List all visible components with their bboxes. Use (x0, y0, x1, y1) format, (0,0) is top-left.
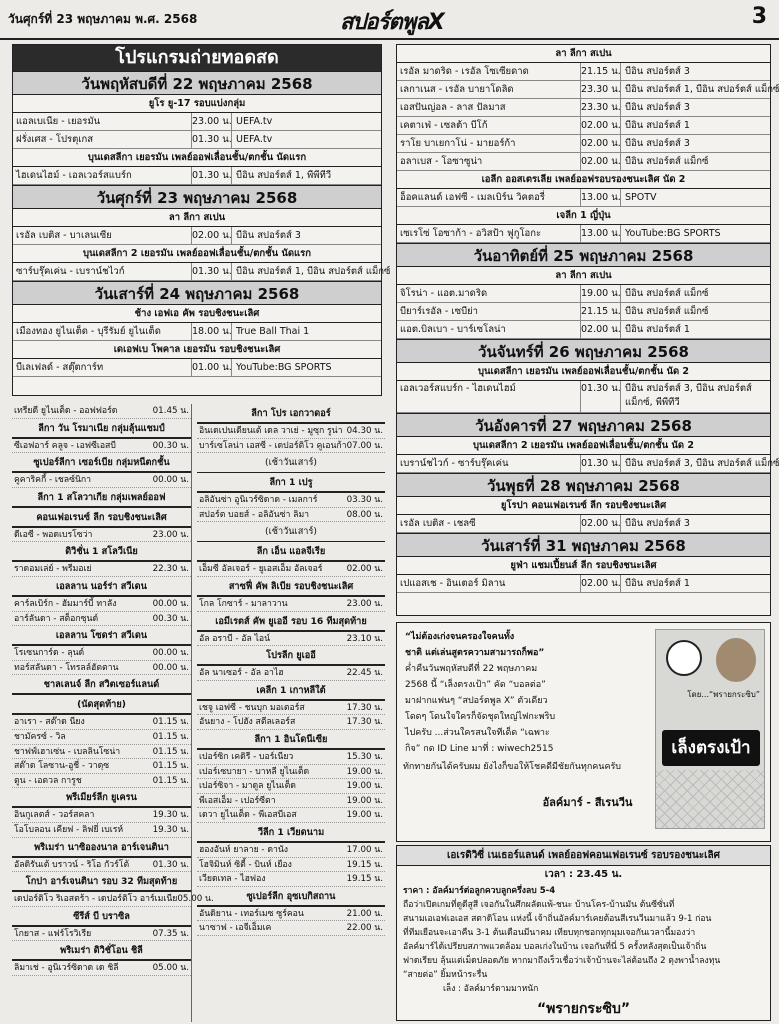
fixture-match: อันดิยาน - เทอร์เมซ ซูร์คอน (199, 908, 304, 919)
league-heading: พริเมร่า นาซิอองนาล อาร์เจนตินา (12, 838, 191, 858)
fixture-match: เมืองทอง ยูไนเต็ด - บุรีรัมย์ ยูไนเต็ด (16, 326, 161, 337)
league-heading: ยูฟ่า แชมเปี้ยนส์ ลีก รอบชิงชนะเลิศ (397, 557, 770, 575)
fixture-row (197, 765, 385, 780)
fixture-row (12, 597, 191, 612)
fixture-match: อันยาง - โปฮัง สตีลเลอร์ส (199, 717, 296, 728)
fixture-match: เปอร์ซิก เคดิรี - บอร์เนียว (199, 751, 294, 762)
day-heading: วันศุกร์ที่ 23 พฤษภาคม 2568 (13, 185, 381, 209)
fixture-match: จิโรน่า - แอต.มาดริด (400, 288, 488, 299)
league-heading: ลีก เอ็น แอลจีเรีย (197, 542, 385, 562)
fixture-match: เชจู เอฟซี - ชนบุก มอเตอร์ส (199, 702, 305, 713)
league-heading: (นัดสุดท้าย) (12, 695, 191, 715)
fixture-channel: UEFA.tv (231, 131, 381, 148)
fixture-row (12, 961, 191, 976)
fixture-row (397, 63, 770, 81)
fixture-row (197, 666, 385, 681)
fixture-match: โอโบลอน เคียฟ - ลิฟยี่ เบเรห์ (14, 824, 124, 835)
fixture-row (397, 135, 770, 153)
fixture-row (397, 303, 770, 321)
fixture-match: โกยาส - แฟร์โรวิเรีย (14, 928, 92, 939)
ad-line: โดดๆ โดนใจใครก็จัดชุดใหญ่ไฟกะพริบ (405, 712, 556, 722)
tipster-photo (716, 638, 756, 682)
fixture-match: เคตาเฟ่ - เซลต้า บีโก้ (400, 120, 488, 131)
fixture-row (12, 927, 191, 942)
day-heading: วันเสาร์ที่ 31 พฤษภาคม 2568 (397, 533, 770, 557)
fixture-match: อัล นาเซอร์ - อัล อาไฮ (199, 668, 284, 679)
fixture-row (397, 99, 770, 117)
fixture-time: 23.30 น. (580, 99, 620, 116)
league-heading: ลา ลีกา สเปน (397, 45, 770, 63)
fixture-channel: บีอิน สปอร์ตส์ แม็กซ์ (620, 153, 770, 170)
fixture-time: 00.00 น. (152, 662, 189, 673)
fixture-row (197, 779, 385, 794)
fixture-match: โกล โกซาร์ - มาลาวาน (199, 598, 288, 609)
fixture-time: 23.10 น. (346, 633, 383, 644)
fixture-time: 01.15 น. (152, 746, 189, 757)
league-heading: เอลลาน นอร์ร่า สวีเดน (12, 577, 191, 597)
fixture-time: 19.30 น. (152, 810, 189, 821)
fixture-time: 07.00 น. (346, 440, 383, 451)
fixture-match: อัล อราบี - อัล ไอน์ (199, 633, 271, 644)
league-heading: ชาลเลนจ์ ลีก สวิตเซอร์แลนด์ (12, 675, 191, 695)
fixture-time: 00.00 น. (152, 598, 189, 609)
fixture-time: 05.00 น. (152, 963, 189, 974)
fixture-row (12, 439, 191, 454)
league-heading: (เช้าวันเสาร์) (197, 453, 385, 473)
fixture-time: 01.45 น. (152, 406, 189, 416)
fixture-time: 02.00 น. (580, 117, 620, 134)
fixture-row (12, 759, 191, 774)
fixture-match: เรอัล เบติส - บาเลนเซีย (16, 230, 112, 241)
fixture-time: 01.30 น. (191, 131, 231, 148)
preview-line: สนามเอเอฟเอเอส สตาดิโอน แห่งนี้ เจ้าถิ่นอัลค์มาร์เคยต้อนสีเรนวีนมาแล้ว 9-1 ก่อน (403, 914, 712, 924)
fixture-time: 21.15 น. (580, 63, 620, 80)
fixture-match: ซาร์บรุ๊คเค่น - เบราน์ชไวก์ (16, 266, 125, 277)
fixture-time: 00.00 น. (152, 648, 189, 659)
league-heading: ลา ลีกา สเปน (13, 209, 381, 227)
fixture-time: 01.00 น. (191, 359, 231, 376)
fixture-match: เปอร์เซบายา - บาหลี ยูไนเต็ด (199, 766, 310, 777)
league-heading: ลีกา 1 สโลวาเกีย กลุ่มเพลย์ออฟ (12, 488, 191, 508)
league-heading: บุนเดสลีกา 2 เยอรมัน เพลย์ออฟเลื่อนชั้น/ตกชั้น นัด 2 (397, 437, 770, 455)
football-icon (666, 640, 702, 676)
fixture-match: เอสปันญ่อล - ลาส ปัลมาส (400, 102, 506, 113)
fixture-match: เบราน์ชไวก์ - ซาร์บรุ๊คเค่น (400, 458, 509, 469)
fixture-match: ทอร์สลันดา - โทรลล์ฮัตตาน (14, 662, 119, 673)
fixture-row (12, 745, 191, 760)
fixture-time: 13.00 น. (580, 225, 620, 242)
league-heading: โกปา อาร์เจนตินา รอบ 32 ทีมสุดท้าย (12, 872, 191, 892)
fixture-time: 22.45 น. (346, 668, 383, 679)
league-heading: ลีกา 1 เปรู (197, 473, 385, 493)
fixture-row (397, 321, 770, 339)
program-title: โปรแกรมถ่ายทอดสด (13, 45, 381, 71)
fixture-channel: บีอิน สปอร์ตส์ 1 (620, 575, 770, 592)
fixture-match: เวียดเทล - ไฮฟอง (199, 874, 266, 885)
league-heading: พรีเมียร์ลีก ยูเครน (12, 788, 191, 808)
fixture-match: เรอัล มาดริด - เรอัล โซเซียดาด (400, 66, 529, 77)
fixture-row (12, 562, 191, 577)
fixture-time: 02.00 น. (580, 135, 620, 152)
fixture-match: ไฮเดนไฮม์ - เอลเวอร์สแบร์ก (16, 170, 132, 181)
fixture-match: บียาร์เรอัล - เซบีย่า (400, 306, 479, 317)
fixture-match: ซีเอฟอาร์ คลูจ - เอฟซีเอสบี (14, 440, 116, 451)
fixture-match: เลกาเนส - เรอัล บายาโดลิด (400, 84, 514, 95)
fixture-time: 19.15 น. (346, 874, 383, 885)
fixture-time: 04.30 น. (346, 426, 383, 436)
preview-pick: เล็ง : อัลค์มาร์ตามมาหนัก (443, 984, 539, 994)
fixture-row (13, 113, 381, 131)
fixture-match: อินเดเปนเดียนเต้ เดล วาเย่ - มูซุก รูน่า (199, 426, 343, 436)
fixture-time: 15.30 น. (346, 751, 383, 762)
broadcast-program-left (12, 44, 391, 396)
fixture-row (397, 575, 770, 593)
fixture-time: 03.30 น. (346, 495, 383, 506)
fixture-time: 21.15 น. (580, 303, 620, 320)
fixture-match: โรเซนการ์ด - ลุนด์ (14, 648, 85, 659)
league-heading: เอลีก ออสเตรเลีย เพลย์ออฟรอบรองชนะเลิศ นัด 2 (397, 171, 770, 189)
fixture-match: พีเอสเอ็ม - เปอร์ซีตา (199, 795, 276, 806)
league-heading: วีลีก 1 เวียดนาม (197, 823, 385, 843)
fixture-channel: บีอิน สปอร์ตส์ 3 (620, 63, 770, 80)
ad-line-tail-2: อัลค์มาร์ - สีเรนวีน (542, 796, 633, 809)
fixture-match: เปอร์ซิจา - มาดูล ยูไนเต็ด (199, 781, 296, 792)
fixture-row (397, 225, 770, 243)
ad-line: 2568 นี้ “เล็งตรงเป้า” คัด “บอลต่อ” (405, 680, 546, 690)
preview-line: ที่ทีมเยือนจะเอาคืน 3-1 ต้นเดือนมีนาคม เทียบทุกชอกทุกมุมเจอกันเวลานี้มองว่า (403, 928, 696, 938)
league-heading: ซูเปอร์ลีกา เซอร์เบีย กลุ่มหนีตกชั้น (12, 453, 191, 473)
fixture-row (12, 808, 191, 823)
fixture-match: ดีเอซี - พอดเบรโซว่า (14, 529, 93, 540)
league-heading: (เช้าวันเสาร์) (197, 522, 385, 542)
fixture-match: ลิมาเช่ - อูนิเวร์ซิดาด เด ชิลี (14, 963, 119, 974)
league-heading: บุนเดสลีกา เยอรมัน เพลย์ออฟเลื่อนชั้น/ตกชั้น นัดแรก (13, 149, 381, 167)
league-heading: ลีกา โปร เอกวาดอร์ (197, 404, 385, 424)
fixture-time: 02.00 น. (580, 515, 620, 532)
fixture-row (12, 892, 214, 907)
fixture-match: เดวา ยูไนเต็ด - พีเอสบีเอส (199, 810, 297, 821)
fixture-channel: UEFA.tv (231, 113, 381, 130)
league-heading: ลา ลีกา สเปน (397, 267, 770, 285)
league-heading: สาซฟี่ คัพ ลิเบีย รอบชิงชนะเลิศ (197, 577, 385, 597)
fixture-match: คูคาริคกี้ - เชลซ์นิกา (14, 475, 92, 486)
fixture-row (197, 858, 385, 873)
fixture-time: 22.00 น. (346, 923, 383, 934)
ad-line: “ไม่ต้องเก่งจนครองใจคนทั้ง (405, 632, 515, 642)
fixture-channel: บีอิน สปอร์ตส์ 1, บีอิน สปอร์ตส์ แม็กซ์ (231, 263, 381, 280)
fixture-row (197, 794, 385, 809)
league-heading: ช้าง เอฟเอ คัพ รอบชิงชนะเลิศ (13, 305, 381, 323)
preview-line: “สายต่อ” ยิ้มหน้าระรื่น (403, 970, 488, 980)
fixture-time: 02.00 น. (580, 153, 620, 170)
fixture-row (197, 872, 385, 887)
fixture-row (397, 81, 779, 99)
fixture-channel: บีอิน สปอร์ตส์ 3 (620, 99, 770, 116)
fixture-time: 01.30 น. (580, 455, 620, 472)
fixture-time: 23.00 น. (152, 529, 189, 540)
ad-text (405, 629, 645, 757)
league-heading: เดเอฟเบ โพคาล เยอรมัน รอบชิงชนะเลิศ (13, 341, 381, 359)
fixture-row (197, 562, 385, 577)
fixture-time: 19.15 น. (346, 859, 383, 870)
fixture-time: 01.15 น. (152, 731, 189, 742)
preview-title: เอเรดิวิซี่ เนเธอร์แลนด์ เพลย์ออฟคอนเฟอเรนซ์ รอบรองชนะเลิศ (397, 846, 770, 866)
fixture-time: 19.00 น. (346, 781, 383, 792)
league-heading: ยูโร ยู-17 รอบแบ่งกลุ่ม (13, 95, 381, 113)
ad-line: ค่ำคืนวันพฤหัสบดีที่ 22 พฤษภาคม (405, 664, 538, 674)
fixture-row (197, 808, 385, 823)
fixture-time: 18.00 น. (191, 323, 231, 340)
fixture-row (13, 263, 391, 281)
fixture-time: 01.30 น. (580, 381, 620, 412)
fixture-channel: บีอิน สปอร์ตส์ 3 (620, 135, 770, 152)
fixture-channel: บีอิน สปอร์ตส์ 3, บีอิน สปอร์ตส์ แม็กซ์ (620, 455, 770, 472)
fixture-match: อ็อคแลนด์ เอฟซี - เมลเบิร์น วิคตอรี่ (400, 192, 545, 203)
fixture-row (197, 597, 385, 612)
preview-line: ถือว่าเปิดเกมที่ดูดีสูสี เจอกันในศึกผลัดแพ้-ชนะ บ้านโคร-บ้านมัน ต้นซีซั่นที่ (403, 900, 675, 910)
fixture-row (197, 750, 385, 765)
league-heading: ซีรีส์ บี บราซิล (12, 907, 191, 927)
fixture-match: แอต.บิลเบา - บาร์เซโลน่า (400, 324, 506, 335)
fixture-time: 02.00 น. (580, 321, 620, 338)
fixture-row (197, 843, 385, 858)
fixture-match: อัลดิรันเต้ บราวน์ - ริโอ กัวร์โต้ (14, 859, 130, 870)
fixture-channel: บีอิน สปอร์ตส์ 3 (620, 515, 770, 532)
fixture-row (13, 359, 381, 377)
fixture-time: 23.00 น. (191, 113, 231, 130)
fixture-match: ราโย บาเยกาโน่ - มายอร์ก้า (400, 138, 516, 149)
header-logo: สปอร์ตพูลX (340, 10, 444, 35)
fixture-match: ชาฟฟ์เฮาเซ่น - เบลลินโซน่า (14, 746, 121, 757)
day-heading: วันพุธที่ 28 พฤษภาคม 2568 (397, 473, 770, 497)
fixture-time: 01.30 น. (191, 167, 231, 184)
fixture-list-column-1 (12, 404, 214, 1022)
league-heading: ลีกา วัน โรมาเนีย กลุ่มลุ้นแชมป์ (12, 419, 191, 439)
fixture-row (197, 632, 385, 647)
fixture-row (197, 439, 385, 454)
fixture-row (12, 473, 191, 488)
league-heading: เอมีเรตส์ คัพ ยูเออี รอบ 16 ทีมสุดท้าย (197, 612, 385, 632)
fixture-channel: True Ball Thai 1 (231, 323, 381, 340)
league-heading: คอนเฟอเรนซ์ ลีก รอบชิงชนะเลิศ (12, 508, 191, 528)
fixture-row (397, 153, 770, 171)
fixture-time: 00.00 น. (152, 475, 189, 486)
fixture-time: 19.00 น. (580, 285, 620, 302)
fixture-match: บาร์เซโลน่า เอสซี - เดปอร์ติโว คูเอนก้า (199, 440, 347, 451)
ad-byline: โดย...“พรายกระซิบ” (687, 690, 760, 699)
fixture-channel: SPOTV (620, 189, 770, 206)
fixture-row (197, 424, 385, 439)
fixture-row (12, 404, 191, 419)
fixture-time: 23.30 น. (580, 81, 620, 98)
page-header (0, 0, 779, 40)
league-heading: บุนเดสลีกา เยอรมัน เพลย์ออฟเลื่อนชั้น/ตกชั้น นัด 2 (397, 363, 770, 381)
fixture-channel: บีอิน สปอร์ตส์ แม็กซ์ (620, 303, 770, 320)
fixture-match: เซเรโซ่ โอซาก้า - อวิสป้า ฟูกูโอกะ (400, 228, 542, 239)
fixture-row (197, 701, 385, 716)
fixture-row (397, 285, 770, 303)
league-heading: เอลลาน โซดร่า สวีเดน (12, 626, 191, 646)
header-date: วันศุกร์ที่ 23 พฤษภาคม พ.ศ. 2568 (8, 12, 198, 26)
fixture-match: โฮจิมินห์ ซิตี้ - บินห์ เยือง (199, 859, 292, 870)
fixture-row (12, 774, 191, 789)
fixture-match: สต๊าด โลซาน-อูชี่ - วาดุซ (14, 761, 110, 772)
fixture-match: เอลเวอร์สแบร์ก - ไฮเดนไฮม์ (400, 383, 516, 394)
fixture-row (12, 730, 191, 745)
page-number: 3 (751, 4, 767, 29)
league-heading: ยูโรปา คอนเฟอเรนซ์ ลีก รอบชิงชนะเลิศ (397, 497, 770, 515)
fixture-match: อลิอันซ่า อูนิเวร์ซิดาด - เมลการ์ (199, 495, 318, 506)
fixture-match: เทรียดี ยูไนเต็ด - ออฟฟอร์ด (14, 406, 118, 416)
fixture-row (197, 493, 385, 508)
fixture-match: เดปอร์ติโว ริเอสตร้า - เดปอร์ติโว อาร์เมเนีย (14, 894, 178, 905)
fixture-time: 19.00 น. (346, 810, 383, 821)
fixture-time: 00.30 น. (152, 613, 189, 624)
preview-author: “พรายกระซิบ” (536, 1001, 631, 1017)
fixture-match: อลาเบส - โอซาซูน่า (400, 156, 483, 167)
fixture-time: 19.30 น. (152, 824, 189, 835)
fixture-match: เอ็มซี อัลเจอร์ - ยูเอสเอ็ม อัลเจอร์ (199, 564, 323, 575)
fixture-row (197, 508, 385, 523)
fixture-match: อาร์ลันดา - สต็อกซุนด์ (14, 613, 99, 624)
ad-brand-logo: เล็งตรงเป้า (662, 730, 760, 766)
fixture-channel: บีอิน สปอร์ตส์ 1, บีอิน สปอร์ตส์ แม็กซ์ (620, 81, 770, 98)
fixture-row (397, 515, 770, 533)
preview-line: ฟาดเรียบ ลุ้นแต่เม็ดปลอดภัย หากมาถึงเร็วเชื่อว่าเจ้าบ้านจะไล่ต้อนถึง 2 ตุงพาน้ำลงทุน (403, 956, 721, 966)
league-heading: โปรลีก ยูเออี (197, 646, 385, 666)
league-heading: พริเมร่า ดิวิชั่โอน ชิลี (12, 941, 191, 961)
ad-line: ไปครับ ...ส่วนใครสนใจทีเด็ด “เฉพาะ (405, 728, 550, 738)
fixture-time: 22.30 น. (152, 564, 189, 575)
fixture-time: 01.15 น. (152, 761, 189, 772)
fixture-channel: YouTube:BG SPORTS (620, 225, 770, 242)
fixture-time: 17.30 น. (346, 717, 383, 728)
fixture-match: เรอัล เบติส - เชลซี (400, 518, 476, 529)
fixture-match: บีเลเฟลด์ - สตุ๊ตการ์ท (16, 362, 104, 373)
preview-price: ราคา : อัลค์มาร์ต่อลูกควบลูกครึ่งลบ 5-4 (403, 886, 556, 896)
fixture-match: ตูน - เอตวล การูช (14, 775, 82, 786)
fixture-row (12, 823, 191, 838)
fixture-match: เปแอสเช - อินเตอร์ มิลาน (400, 578, 506, 589)
fixture-match: ฮองอันห์ ยาลาย - ดานัง (199, 844, 289, 855)
fixture-channel: บีอิน สปอร์ตส์ 1, พีพีทีวี (231, 167, 381, 184)
day-heading: วันพฤหัสบดีที่ 22 พฤษภาคม 2568 (13, 71, 381, 95)
fixture-row (12, 858, 191, 873)
fixture-match: นาซาฟ - เอจีเอ็มเค (199, 923, 272, 934)
day-heading: วันจันทร์ที่ 26 พฤษภาคม 2568 (397, 339, 770, 363)
fixture-time: 21.00 น. (346, 908, 383, 919)
fixture-time: 07.35 น. (152, 928, 189, 939)
fixture-match: ชามัครซ์ - วิล (14, 731, 66, 742)
fixture-match: สปอร์ต บอยส์ - อลิอันซ่า ลิมา (199, 509, 310, 520)
fixture-row (13, 131, 381, 149)
ad-line-tail-1: ทักทายกันได้ครับผม ยังไงก็ขอให้โชคดีมีชัยกันทุกคนครับ (403, 762, 622, 772)
fixture-time: 05.00 น. (177, 894, 214, 905)
match-preview (396, 845, 771, 1021)
fixture-time: 02.00 น. (191, 227, 231, 244)
broadcast-program-right (396, 44, 779, 616)
league-heading: เจลีก 1 ญี่ปุ่น (397, 207, 770, 225)
fixture-match: อาเรา - สต๊าด นียง (14, 717, 85, 728)
fixture-channel: บีอิน สปอร์ตส์ แม็กซ์ (620, 285, 770, 302)
fixture-match: คาร์ลเบิร์ก - ฮัมมาร์บี้ ทาลัง (14, 598, 117, 609)
fixture-time: 19.00 น. (346, 766, 383, 777)
fixture-row (12, 646, 191, 661)
fixture-match: ราดอมเล่ย์ - พรีมอเย่ (14, 564, 92, 575)
fixture-match: แอลเบเนีย - เยอรมัน (16, 116, 101, 127)
fixture-row (13, 227, 381, 245)
league-heading: ซูเปอร์ลีก อุซเบกิสถาน (197, 887, 385, 907)
fixture-row (13, 167, 381, 185)
league-heading: เคลีก 1 เกาหลีใต้ (197, 681, 385, 701)
fixture-time: 01.30 น. (152, 859, 189, 870)
fixture-row (397, 455, 779, 473)
fixture-time: 08.00 น. (346, 509, 383, 520)
fixture-channel: บีอิน สปอร์ตส์ 1 (620, 321, 770, 338)
league-heading: บุนเดสลีกา 2 เยอรมัน เพลย์ออฟเลื่อนชั้น/ตกชั้น นัดแรก (13, 245, 381, 263)
tipster-ad (396, 622, 771, 842)
fixture-list-column-2 (197, 404, 385, 1022)
fixture-time: 17.30 น. (346, 702, 383, 713)
fixture-match: ฝรั่งเศส - โปรตุเกส (16, 134, 94, 145)
day-heading: วันอาทิตย์ที่ 25 พฤษภาคม 2568 (397, 243, 770, 267)
ad-line: ชาติ แต่เล่นสูตรความสามารถก็พอ” (405, 648, 545, 658)
fixture-time: 01.30 น. (191, 263, 231, 280)
fixture-time: 00.30 น. (152, 440, 189, 451)
fixture-time: 02.00 น. (346, 564, 383, 575)
fixture-time: 19.00 น. (346, 795, 383, 806)
fixture-time: 01.15 น. (152, 717, 189, 728)
fixture-time: 01.15 น. (152, 775, 189, 786)
fixture-row (197, 715, 385, 730)
fixture-channel: บีอิน สปอร์ตส์ 3 (231, 227, 381, 244)
preview-time: เวลา : 23.45 น. (544, 869, 623, 880)
fixture-row (12, 528, 191, 543)
league-heading: ลีกา 1 อินโดนีเซีย (197, 730, 385, 750)
day-heading: วันอังคารที่ 27 พฤษภาคม 2568 (397, 413, 770, 437)
preview-line: อัลค์มาร์ได้เปรียบสภาพแวดล้อม บอลเก่งในบ้าน เจอกันที่นี่ 5 ครั้งหลังสุดเป็นเจ้าถิ่น (403, 942, 707, 952)
fixture-row (197, 921, 385, 936)
fixture-row (13, 323, 381, 341)
fixture-row (12, 661, 191, 676)
fixture-row (397, 381, 770, 413)
league-heading: ดิวิชั่น 1 สโลวีเนีย (12, 542, 191, 562)
fixture-match: อินกูเลตส์ - วอร์สคลา (14, 810, 95, 821)
fixture-time: 13.00 น. (580, 189, 620, 206)
preview-body (397, 884, 770, 996)
fixture-row (197, 907, 385, 922)
fixture-time: 17.00 น. (346, 844, 383, 855)
ad-line: กิจ” กด ID Line มาที่ : wiwech2515 (405, 744, 554, 754)
fixture-time: 02.00 น. (580, 575, 620, 592)
fixture-time: 23.00 น. (346, 598, 383, 609)
fixture-row (397, 189, 770, 207)
fixture-row (12, 612, 191, 627)
fixture-channel: บีอิน สปอร์ตส์ 1 (620, 117, 770, 134)
fixture-channel: YouTube:BG SPORTS (231, 359, 381, 376)
fixture-channel: บีอิน สปอร์ตส์ 3, บีอิน สปอร์ตส์ แม็กซ์, พีพีทีวี (620, 381, 770, 412)
ad-line: มาฝากแฟนๆ “สปอร์ตพูล X” ตัวเดียว (405, 696, 548, 706)
fixture-row (397, 117, 770, 135)
day-heading: วันเสาร์ที่ 24 พฤษภาคม 2568 (13, 281, 381, 305)
fixture-row (12, 715, 191, 730)
